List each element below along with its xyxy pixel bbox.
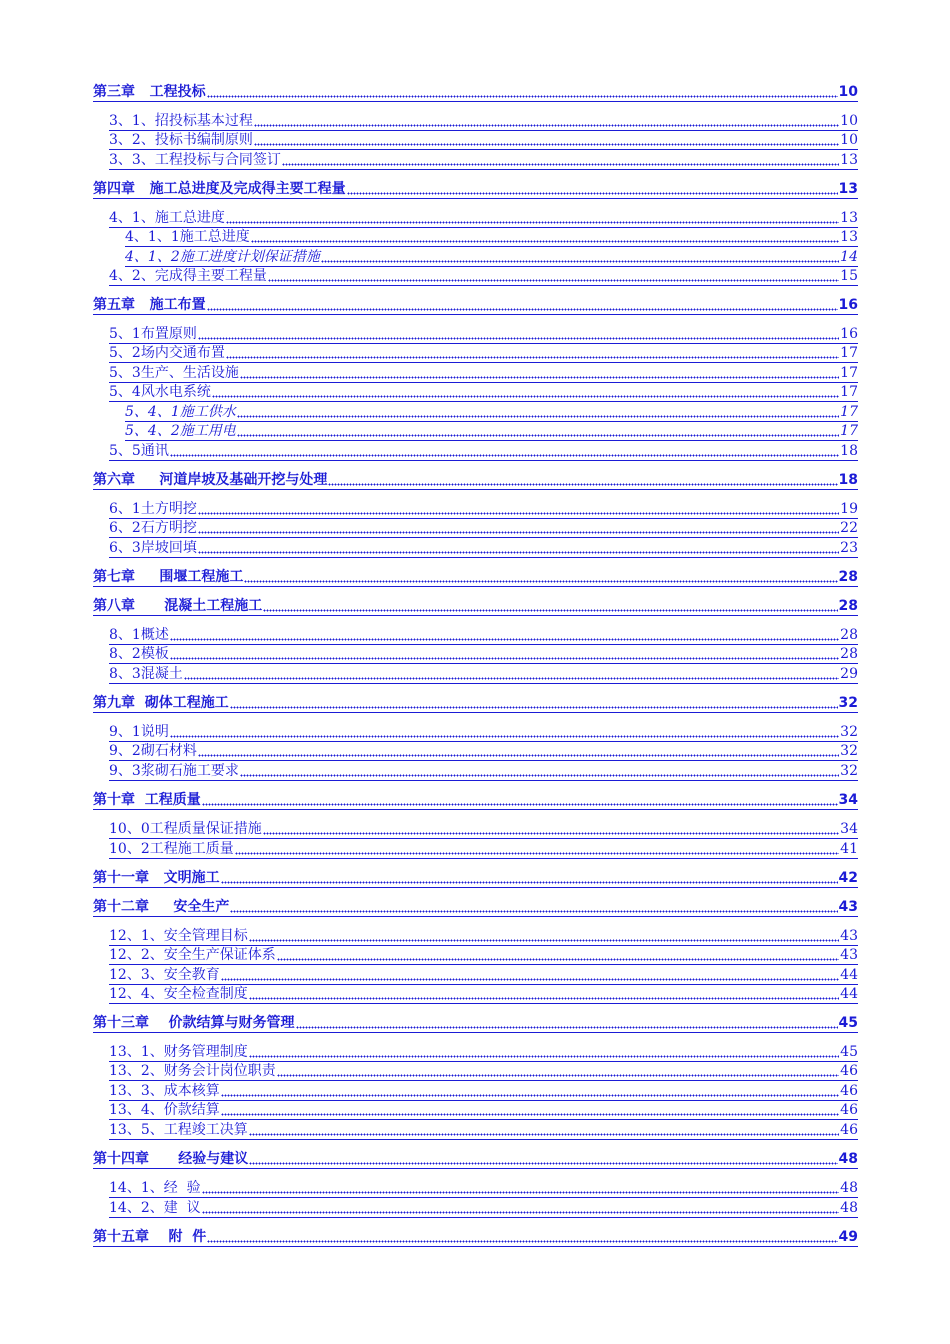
toc-dot-leader: [244, 579, 837, 583]
toc-dot-leader: [207, 1239, 837, 1243]
toc-entry-title: 6、1土方明挖: [109, 501, 197, 517]
toc-section-entry[interactable]: [109, 840, 858, 859]
toc-page-number: 13: [840, 229, 858, 245]
toc-chapter-entry[interactable]: [93, 1228, 858, 1247]
toc-entry-title: 5、3生产、生活设施: [109, 365, 239, 381]
toc-entry-title: 第十五章 附 件: [93, 1229, 207, 1245]
toc-chapter-entry[interactable]: [93, 898, 858, 917]
toc-page-number: 17: [840, 345, 858, 361]
toc-chapter-entry[interactable]: [93, 83, 858, 102]
toc-dot-leader: [198, 336, 839, 340]
toc-section-entry[interactable]: [109, 1101, 858, 1120]
toc-dot-leader: [198, 753, 839, 757]
toc-entry-title: 13、2、财务会计岗位职责: [109, 1063, 276, 1079]
toc-page-number: 43: [840, 928, 858, 944]
toc-entry-title: 13、1、财务管理制度: [109, 1044, 248, 1060]
toc-dot-leader: [235, 851, 839, 855]
toc-page-number: 15: [840, 268, 858, 284]
toc-chapter-entry[interactable]: [93, 1150, 858, 1169]
toc-dot-leader: [251, 239, 839, 243]
toc-page-number: 32: [840, 743, 858, 759]
toc-entry-title: 8、3混凝土: [109, 666, 183, 682]
toc-page-number: 17: [840, 384, 858, 400]
toc-section-entry[interactable]: [109, 723, 858, 742]
toc-dot-leader: [170, 453, 839, 457]
toc-page-number: 45: [838, 1015, 858, 1031]
toc-entry-title: 第四章 施工总进度及完成得主要工程量: [93, 181, 346, 197]
toc-page-number: 14: [840, 249, 858, 265]
toc-page-number: 44: [840, 986, 858, 1002]
toc-entry-title: 12、2、安全生产保证体系: [109, 947, 276, 963]
toc-page-number: 32: [840, 763, 858, 779]
toc-dot-leader: [254, 123, 839, 127]
toc-chapter-entry[interactable]: [93, 1014, 858, 1033]
toc-chapter-entry[interactable]: [93, 180, 858, 199]
toc-entry-title: 第十一章 文明施工: [93, 870, 220, 886]
toc-entry-title: 9、3浆砌石施工要求: [109, 763, 239, 779]
toc-dot-leader: [296, 1025, 838, 1029]
toc-dot-leader: [240, 375, 839, 379]
toc-entry-title: 13、4、价款结算: [109, 1102, 220, 1118]
toc-chapter-entry[interactable]: [93, 597, 858, 616]
toc-page-number: 22: [840, 520, 858, 536]
toc-page-number: 19: [840, 501, 858, 517]
toc-page-number: 41: [840, 841, 858, 857]
toc-page-number: 49: [838, 1229, 858, 1245]
toc-entry-title: 9、1说明: [109, 724, 169, 740]
toc-section-entry[interactable]: [109, 267, 858, 286]
toc-dot-leader: [249, 938, 839, 942]
toc-section-entry[interactable]: [109, 539, 858, 558]
toc-dot-leader: [230, 909, 837, 913]
toc-entry-title: 5、2场内交通布置: [109, 345, 225, 361]
toc-chapter-entry[interactable]: [93, 869, 858, 888]
toc-dot-leader: [221, 977, 839, 981]
toc-dot-leader: [226, 355, 839, 359]
toc-dot-leader: [263, 608, 837, 612]
toc-dot-leader: [268, 278, 839, 282]
toc-dot-leader: [347, 191, 838, 195]
toc-entry-title: 第七章 围堰工程施工: [93, 569, 244, 585]
toc-entry-title: 6、3岸坡回填: [109, 540, 197, 556]
toc-section-entry[interactable]: [109, 344, 858, 363]
toc-entry-title: 第十二章 安全生产: [93, 899, 230, 915]
toc-entry-title: 8、2模板: [109, 646, 169, 662]
toc-entry-title: 14、2、建 议: [109, 1200, 201, 1216]
toc-entry-title: 12、1、安全管理目标: [109, 928, 248, 944]
toc-dot-leader: [198, 511, 839, 515]
toc-dot-leader: [226, 220, 839, 224]
toc-page-number: 45: [840, 1044, 858, 1060]
toc-section-entry[interactable]: [109, 820, 858, 839]
toc-page-number: 10: [840, 132, 858, 148]
toc-dot-leader: [212, 394, 839, 398]
toc-page-number: 10: [840, 113, 858, 129]
toc-section-entry[interactable]: [109, 209, 858, 228]
toc-page-number: 32: [840, 724, 858, 740]
toc-section-entry[interactable]: [109, 325, 858, 344]
toc-dot-leader: [263, 831, 839, 835]
toc-dot-leader: [249, 1161, 837, 1165]
toc-entry-title: 6、2石方明挖: [109, 520, 197, 536]
toc-section-entry[interactable]: [109, 1199, 858, 1218]
toc-page-number: 43: [840, 947, 858, 963]
toc-section-entry[interactable]: [109, 927, 858, 946]
toc-entry-title: 第五章 施工布置: [93, 297, 206, 313]
toc-page-number: 28: [838, 569, 858, 585]
toc-page-number: 43: [838, 899, 858, 915]
toc-dot-leader: [202, 1190, 840, 1194]
toc-entry-title: 14、1、经 验: [109, 1180, 201, 1196]
toc-entry-title: 10、2工程施工质量: [109, 841, 234, 857]
toc-section-entry[interactable]: [109, 645, 858, 664]
toc-chapter-entry[interactable]: [93, 471, 858, 490]
toc-entry-title: 13、3、成本核算: [109, 1083, 220, 1099]
toc-page-number: 46: [840, 1063, 858, 1079]
toc-dot-leader: [170, 656, 839, 660]
toc-dot-leader: [321, 259, 839, 263]
toc-section-entry[interactable]: [109, 1121, 858, 1140]
toc-dot-leader: [198, 530, 839, 534]
toc-dot-leader: [277, 1073, 839, 1077]
toc-entry-title: 第十章 工程质量: [93, 792, 201, 808]
toc-page-number: 48: [838, 1151, 858, 1167]
toc-page-number: 18: [840, 443, 858, 459]
toc-entry-title: 第八章 混凝土工程施工: [93, 598, 263, 614]
toc-page-number: 34: [838, 792, 858, 808]
toc-page-number: 23: [840, 540, 858, 556]
toc-page-number: 13: [838, 181, 858, 197]
toc-dot-leader: [207, 94, 838, 98]
toc-dot-leader: [170, 637, 839, 641]
toc-entry-title: 5、1布置原则: [109, 326, 197, 342]
toc-entry-title: 4、1、施工总进度: [109, 210, 225, 226]
toc-dot-leader: [170, 734, 839, 738]
toc-page-number: 34: [840, 821, 858, 837]
toc-dot-leader: [230, 705, 838, 709]
toc-section-entry[interactable]: [109, 966, 858, 985]
toc-dot-leader: [249, 1054, 839, 1058]
toc-section-entry[interactable]: [125, 228, 858, 247]
toc-page-number: 42: [838, 870, 858, 886]
toc-entry-title: 4、1、1施工总进度: [125, 229, 250, 245]
toc-page-number: 28: [840, 627, 858, 643]
toc-section-entry[interactable]: [109, 626, 858, 645]
toc-dot-leader: [277, 957, 839, 961]
toc-section-entry[interactable]: [109, 742, 858, 761]
toc-page-number: 10: [838, 84, 858, 100]
toc-entry-title: 4、1、2施工进度计划保证措施: [125, 249, 320, 265]
toc-chapter-entry[interactable]: [93, 694, 858, 713]
toc-page-number: 17: [840, 404, 858, 420]
toc-page-number: 16: [838, 297, 858, 313]
toc-entry-title: 5、4风水电系统: [109, 384, 211, 400]
toc-section-entry[interactable]: [109, 364, 858, 383]
toc-page-number: 28: [840, 646, 858, 662]
toc-section-entry[interactable]: [125, 403, 858, 422]
toc-section-entry[interactable]: [109, 985, 858, 1004]
toc-entry-title: 3、3、工程投标与合同签订: [109, 152, 281, 168]
toc-section-entry[interactable]: [125, 422, 858, 441]
toc-section-entry[interactable]: [109, 1179, 858, 1198]
toc-dot-leader: [237, 414, 839, 418]
toc-entry-title: 12、4、安全检查制度: [109, 986, 248, 1002]
toc-section-entry[interactable]: [109, 1062, 858, 1081]
toc-section-entry[interactable]: [109, 665, 858, 684]
toc-entry-title: 12、3、安全教育: [109, 967, 220, 983]
toc-section-entry[interactable]: [109, 1082, 858, 1101]
toc-entry-title: 3、1、招投标基本过程: [109, 113, 253, 129]
toc-page-number: 18: [838, 472, 858, 488]
toc-section-entry[interactable]: [125, 248, 858, 267]
toc-page-number: 44: [840, 967, 858, 983]
toc-page-number: 28: [838, 598, 858, 614]
toc-entry-title: 第十三章 价款结算与财务管理: [93, 1015, 295, 1031]
toc-entry-title: 5、5通讯: [109, 443, 169, 459]
toc-entry-title: 第十四章 经验与建议: [93, 1151, 249, 1167]
toc-dot-leader: [282, 162, 839, 166]
toc-page-number: 13: [840, 152, 858, 168]
toc-section-entry[interactable]: [109, 383, 858, 402]
toc-page-number: 17: [840, 423, 858, 439]
toc-page-number: 48: [840, 1200, 858, 1216]
toc-section-entry[interactable]: [109, 112, 858, 131]
toc-page-number: 46: [840, 1083, 858, 1099]
toc-dot-leader: [198, 550, 839, 554]
toc-section-entry[interactable]: [109, 131, 858, 150]
toc-dot-leader: [202, 802, 838, 806]
toc-entry-title: 13、5、工程竣工决算: [109, 1122, 248, 1138]
toc-chapter-entry[interactable]: [93, 296, 858, 315]
toc-page-number: 32: [838, 695, 858, 711]
toc-section-entry[interactable]: [109, 519, 858, 538]
toc-dot-leader: [221, 1112, 839, 1116]
toc-section-entry[interactable]: [109, 151, 858, 170]
toc-entry-title: 5、4、1施工供水: [125, 404, 236, 420]
toc-page-number: 46: [840, 1122, 858, 1138]
toc-dot-leader: [207, 307, 838, 311]
toc-page-number: 48: [840, 1180, 858, 1196]
toc-entry-title: 9、2砌石材料: [109, 743, 197, 759]
toc-entry-title: 10、0工程质量保证措施: [109, 821, 262, 837]
toc-page-number: 13: [840, 210, 858, 226]
toc-entry-title: 5、4、2施工用电: [125, 423, 236, 439]
toc-dot-leader: [202, 1210, 840, 1214]
toc-dot-leader: [328, 482, 837, 486]
toc-page-number: 46: [840, 1102, 858, 1118]
toc-entry-title: 第六章 河道岸坡及基础开挖与处理: [93, 472, 328, 488]
toc-entry-title: 第三章 工程投标: [93, 84, 206, 100]
toc-section-entry[interactable]: [109, 500, 858, 519]
toc-dot-leader: [254, 142, 839, 146]
toc-section-entry[interactable]: [109, 946, 858, 965]
toc-page-number: 17: [840, 365, 858, 381]
toc-dot-leader: [184, 676, 839, 680]
toc-section-entry[interactable]: [109, 762, 858, 781]
toc-chapter-entry[interactable]: [93, 568, 858, 587]
toc-dot-leader: [249, 996, 839, 1000]
toc-entry-title: 3、2、投标书编制原则: [109, 132, 253, 148]
toc-entry-title: 第九章 砌体工程施工: [93, 695, 229, 711]
toc-dot-leader: [221, 880, 838, 884]
toc-dot-leader: [249, 1132, 839, 1136]
toc-dot-leader: [237, 433, 839, 437]
toc-dot-leader: [240, 773, 839, 777]
toc-dot-leader: [221, 1093, 839, 1097]
toc-entry-title: 4、2、完成得主要工程量: [109, 268, 267, 284]
toc-page-number: 16: [840, 326, 858, 342]
toc-section-entry[interactable]: [109, 1043, 858, 1062]
toc-page-number: 29: [840, 666, 858, 682]
toc-section-entry[interactable]: [109, 442, 858, 461]
toc-chapter-entry[interactable]: [93, 791, 858, 810]
toc-entry-title: 8、1概述: [109, 627, 169, 643]
